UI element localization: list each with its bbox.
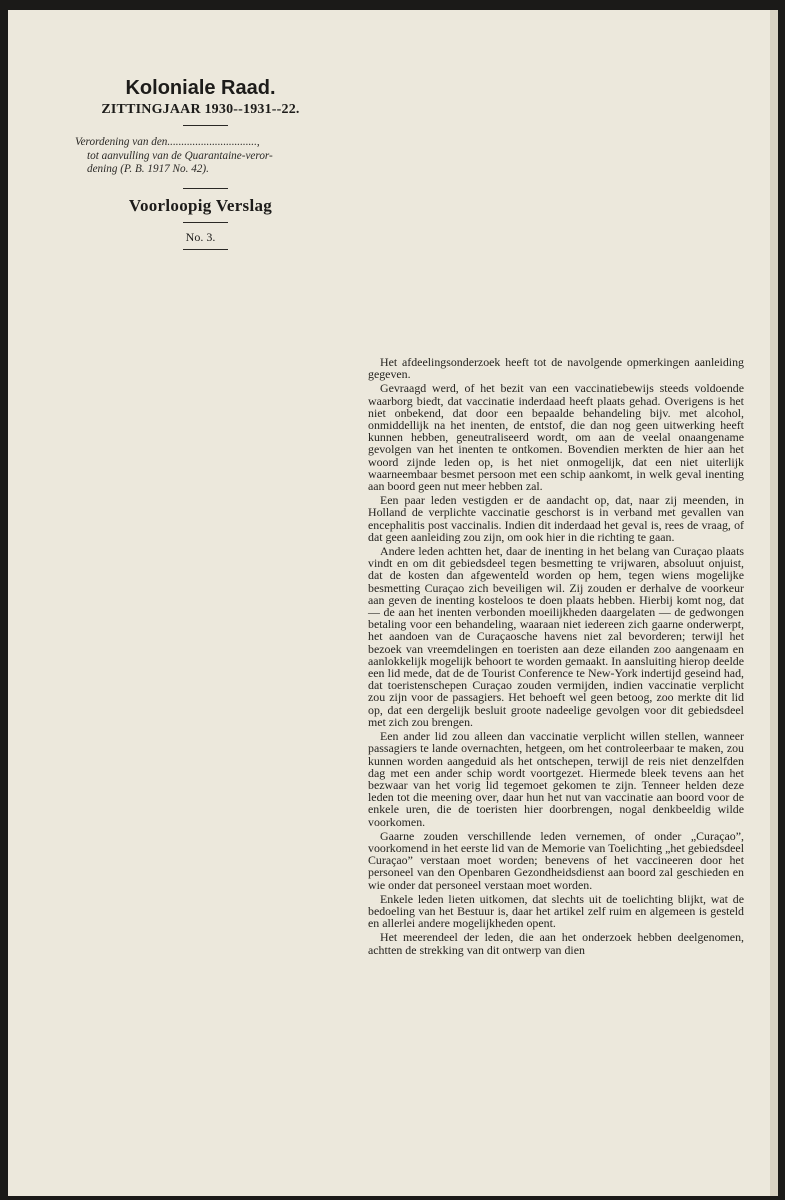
divider-rule bbox=[183, 188, 228, 189]
body-paragraph: Het meerendeel der leden, die aan het onderzoek hebben deelgenomen, achtten de strekking van dit ontwerp van dien bbox=[368, 930, 744, 957]
divider-rule bbox=[183, 125, 228, 126]
session-year: ZITTINGJAAR 1930--1931--22. bbox=[101, 102, 300, 117]
page-edge bbox=[770, 10, 778, 1196]
body-paragraph: Enkele leden lieten uitkomen, dat slechts uit de toelichting blijkt, wat de bedoeling van het Bestuur is, daar het artikel zelf ruim en algemeen is gesteld en allerlei andere mogelijkheden opent. bbox=[368, 891, 744, 931]
body-paragraph: Een paar leden vestigden er de aandacht op, dat, naar zij meenden, in Holland de verplichte vaccinatie geschorst is in verband met gevallen van encephalitis post vaccinalis. Indien dit inderdaad het geval is, rees de vraag, of dat geen aanleiding zou zijn, om ook hier in die richting te gaan. bbox=[368, 493, 744, 544]
body-paragraph: Gevraagd werd, of het bezit van een vaccinatiebewijs steeds voldoende waarborg biedt, dat vaccinatie inderdaad heeft plaats gehad. Overigens is het niet onbekend, dat door een bepaalde behandeling bijv. met alcohol, onmiddellijk na het inenten, de entstof, die dan nog geen uitwerking heeft kunnen hebben, geneutraliseerd wordt, om aan de veelal onaangename gevolgen van het inenten te ontkomen. Bovendien merkten de hier aan het woord zijnde leden op, is het niet onmogelijk, dat een niet uiterlijk waarneembaar besmet persoon met een schip aankomt, in welk geval inenting aan boord geen nut meer hebben zal. bbox=[368, 381, 744, 494]
ordinance-line: dening (P. B. 1917 No. 42). bbox=[87, 163, 209, 175]
ordinance-line: tot aanvulling van de Quarantaine-veror- bbox=[87, 149, 273, 162]
ordinance-line: Verordening van den................................, bbox=[75, 136, 260, 148]
document-type-heading: Voorloopig Verslag bbox=[128, 196, 273, 215]
divider-rule bbox=[183, 222, 228, 223]
body-paragraph: Het afdeelingsonderzoek heeft tot de navolgende opmerkingen aanleiding gegeven. bbox=[368, 355, 744, 382]
divider-rule bbox=[183, 249, 228, 250]
ordinance-description bbox=[75, 136, 333, 177]
document-number: No. 3. bbox=[185, 230, 216, 244]
document-page bbox=[8, 10, 770, 1196]
body-paragraph: Andere leden achtten het, daar de inenting in het belang van Curaçao plaats vindt en om dit gebiedsdeel tegen besmetting te vrijwaren, absoluut onjuist, dat de kosten dan afgewenteld worden op hem, tegen wiens mogelijke besmetting Curaçao zich beveiligen wil. Zij zouden er derhalve de voorkeur aan geven de inenting kosteloos te doen plaats hebben. Hierbij komt nog, dat — de aan het inenten verbonden moeilijkheden daargelaten — de gedwongen betaling voor een behandeling, waaraan niet iedereen zich gaarne onderwerpt, het aandoen van de Curaçaosche havens niet zal bevorderen; terwijl het bezoek van vreemdelingen en toeristen aan deze eilanden zoo aangenaam en aanlokkelijk mogelijk behoort te worden gemaakt. In aansluiting hierop deelde een lid mede, dat de de Tourist Conference te New-York indertijd geseind had, dat toeristenschepen Curaçao zouden vermijden, indien vaccinatie verplicht zou zijn voor de passagiers. Het behoeft wel geen betoog, zoo merkte dit lid op, dat een dergelijk besluit groote nadeelige gevolgen voor dit gebiedsdeel met zich zou brengen. bbox=[368, 544, 744, 729]
council-title: Koloniale Raad. bbox=[125, 77, 276, 99]
body-paragraph: Gaarne zouden verschillende leden vernemen, of onder „Curaçao”, voorkomend in het eerste lid van de Memorie van Toelichting „het gebiedsdeel Curaçao” verstaan moet worden; benevens of het vaccineeren door het personeel van den Openbaren Gezondheidsdienst aan boord zal geschieden en wie onder dat personeel verstaan moet worden. bbox=[368, 828, 744, 892]
report-body bbox=[368, 356, 744, 958]
body-paragraph: Een ander lid zou alleen dan vaccinatie verplicht willen stellen, wanneer passagiers te lande overnachten, hetgeen, om het controleerbaar te maken, zou kunnen worden aangeduid als het ontschepen, terwijl de reis niet denzelfden dag met een ander schip wordt voortgezet. Hiermede bleek tevens aan het bezwaar van het vorig lid tegemoet gekomen te zijn. Tenneer helden deze leden tot die meening over, daar hun het nut van vaccinatie aan boord voor de enkele uren, die de toeristen hier doorbrengen, nogal denkbeeldig wilde voorkomen. bbox=[368, 729, 744, 829]
